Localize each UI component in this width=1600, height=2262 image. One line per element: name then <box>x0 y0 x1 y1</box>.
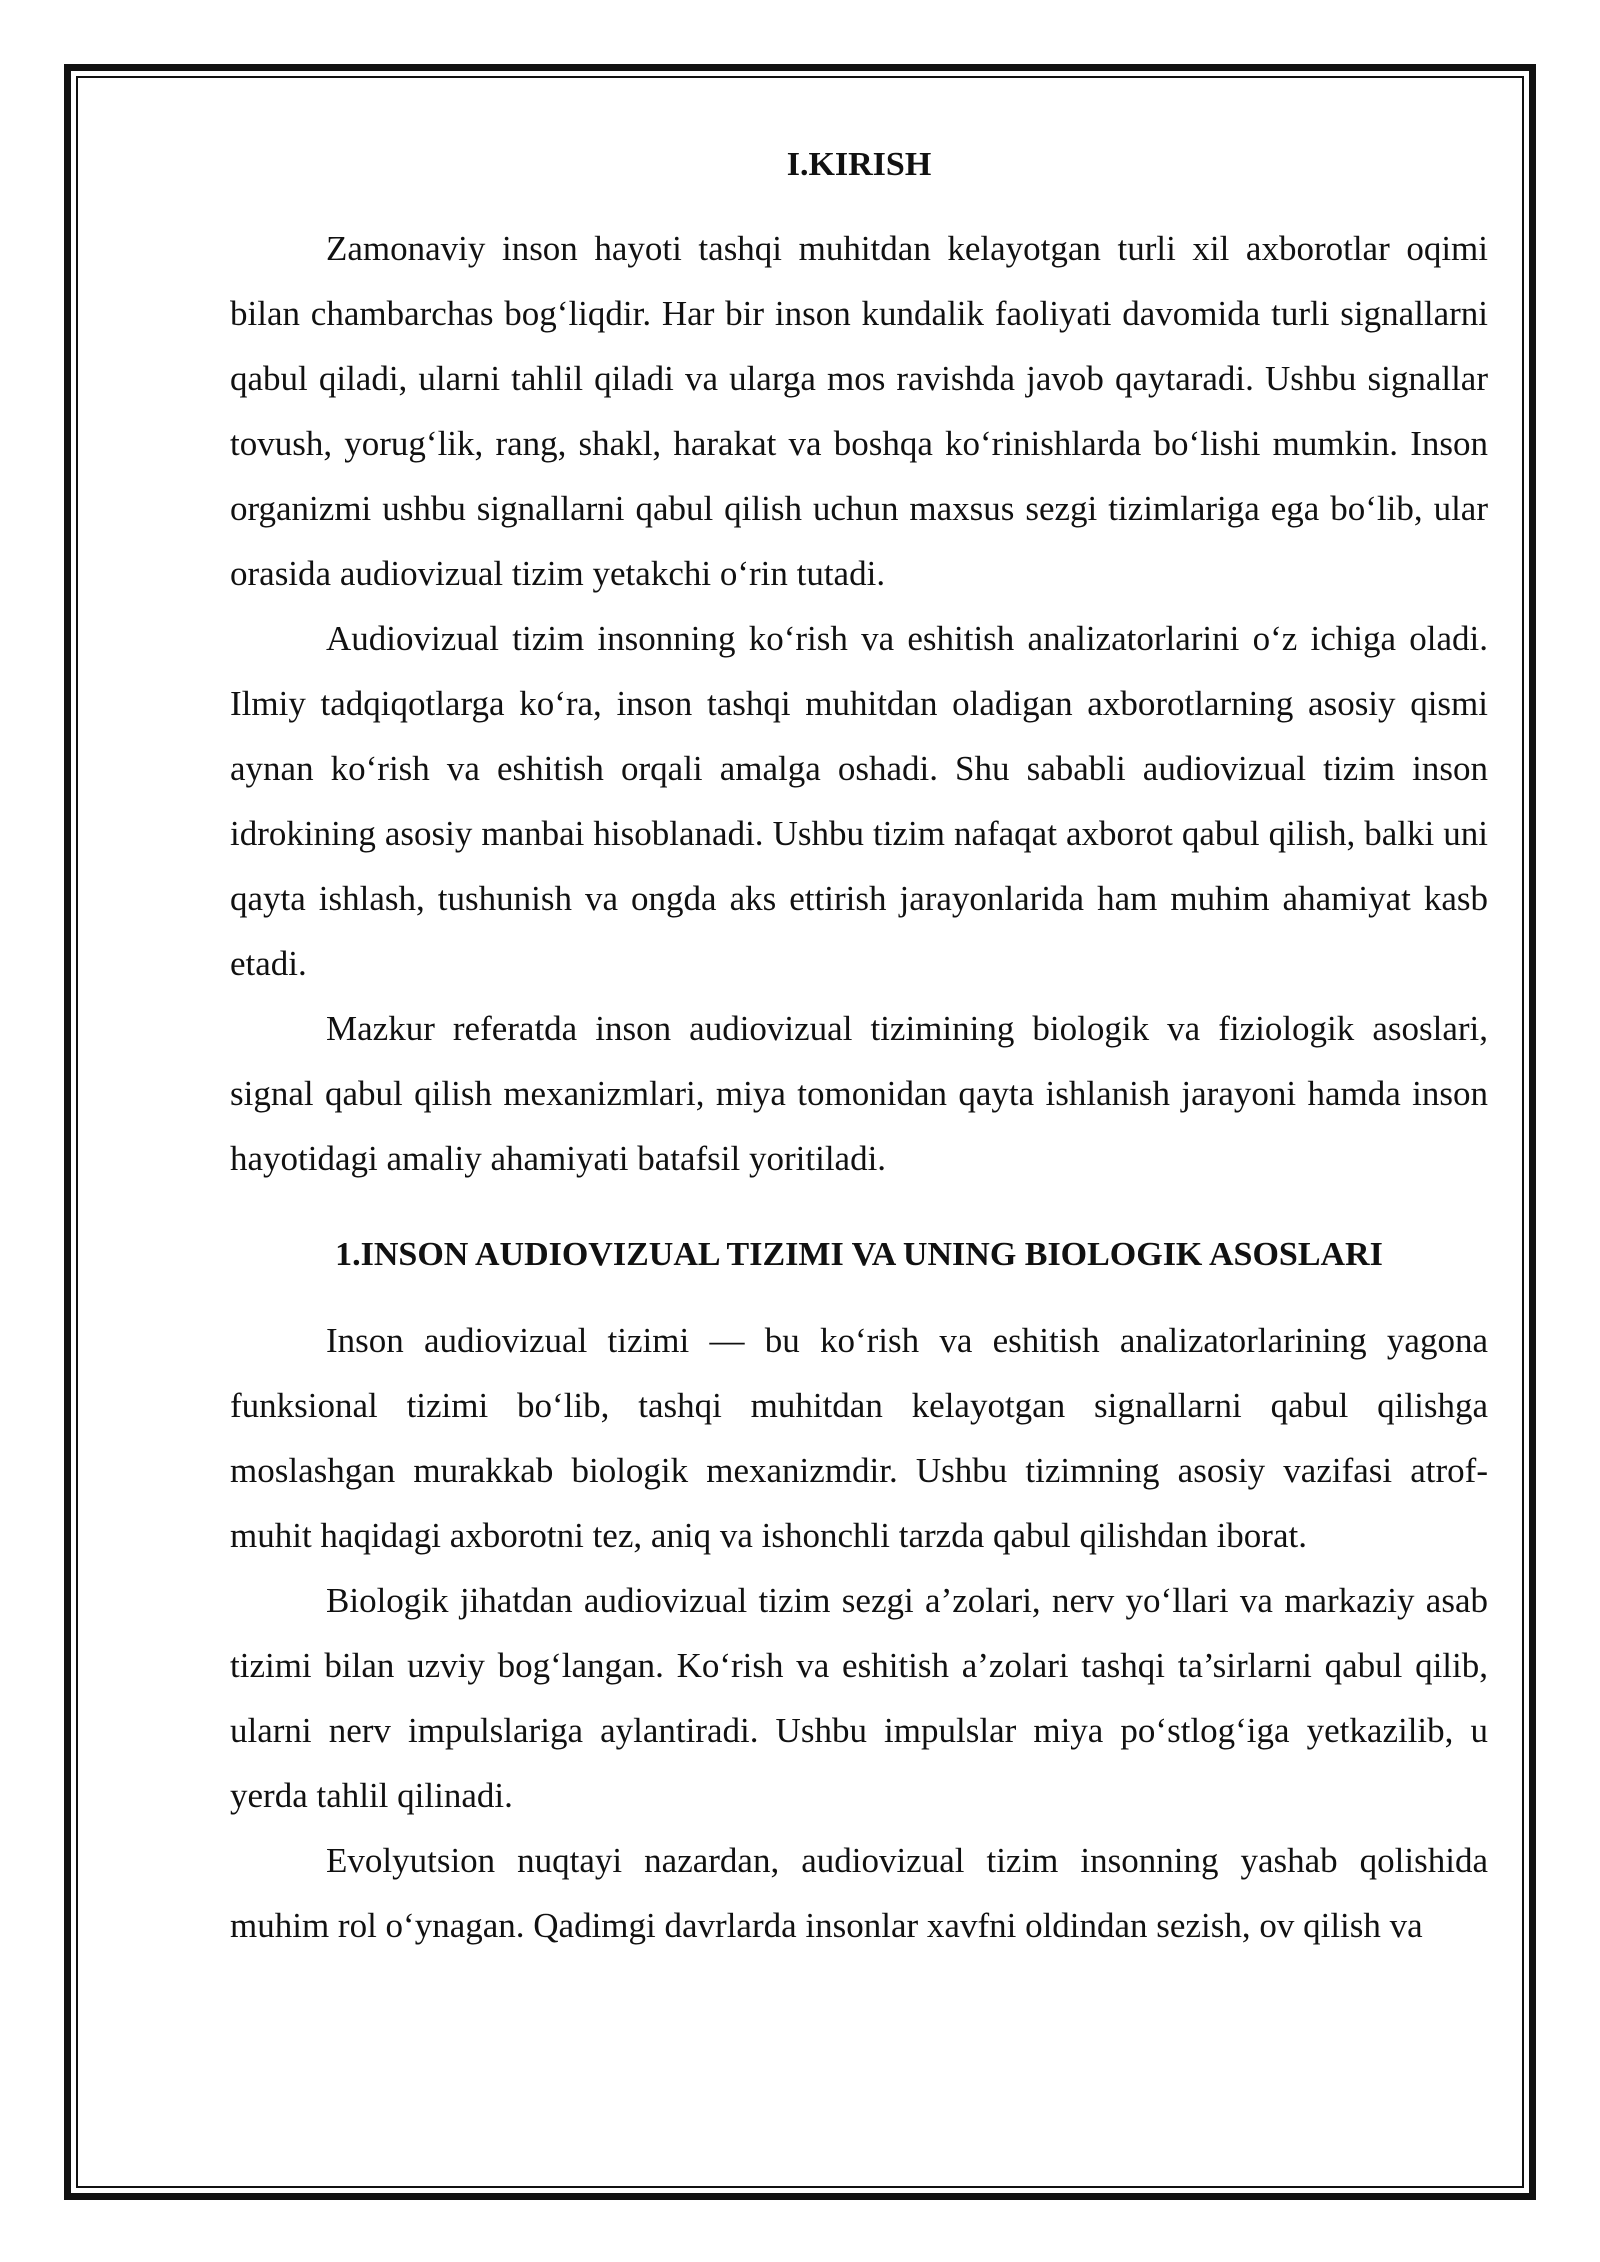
section-heading-introduction: I.KIRISH <box>786 146 932 183</box>
paragraph: Inson audiovizual tizimi — bu ko‘rish va eshitish analizatorlarining yagona funksional tizimi bo‘lib, tashqi muhitdan kelayotgan signallarni qabul qilishga moslashgan murakkab biologik mexanizmdir. Ushbu tizimning asosiy vazifasi atrof-muhit haqidagi axborotni tez, aniq va ishonchli tarzda qabul qilishdan iborat. <box>230 1320 1488 1555</box>
paragraph: Audiovizual tizim insonning ko‘rish va eshitish analizatorlarini o‘z ichiga oladi. Ilmiy tadqiqotlarga ko‘ra, inson tashqi muhitdan oladigan axborotlarning asosiy qismi aynan ko‘rish va eshitish orqali amalga oshadi. Shu sababli audiovizual tizim inson idrokining asosiy manbai hisoblanadi. Ushbu tizim nafaqat axborot qabul qilish, balki uni qayta ishlash, tushunish va ongda aks ettirish jarayonlarida ham muhim ahamiyat kasb etadi. <box>230 618 1488 983</box>
section-heading-chapter-1: 1.INSON AUDIOVIZUAL TIZIMI VA UNING BIOLOGIK ASOSLARI <box>335 1235 1383 1273</box>
document-body <box>230 145 1488 1958</box>
paragraph: Mazkur referatda inson audiovizual tizimining biologik va fiziologik asoslari, signal qabul qilish mexanizmlari, miya tomonidan qayta ishlanish jarayoni hamda inson hayotidagi amaliy ahamiyati batafsil yoritiladi. <box>230 1008 1488 1178</box>
paragraph: Evolyutsion nuqtayi nazardan, audiovizual tizim insonning yashab qolishida muhim rol o‘ynagan. Qadimgi davrlarda insonlar xavfni oldindan sezish, ov qilish va <box>230 1840 1488 1945</box>
paragraph: Zamonaviy inson hayoti tashqi muhitdan kelayotgan turli xil axborotlar oqimi bilan chambarchas bog‘liqdir. Har bir inson kundalik faoliyati davomida turli signallarni qabul qiladi, ularni tahlil qiladi va ularga mos ravishda javob qaytaradi. Ushbu signallar tovush, yorug‘lik, rang, shakl, harakat va boshqa ko‘rinishlarda bo‘lishi mumkin. Inson organizmi ushbu signallarni qabul qilish uchun maxsus sezgi tizimlariga ega bo‘lib, ular orasida audiovizual tizim yetakchi o‘rin tutadi. <box>230 228 1488 593</box>
paragraph: Biologik jihatdan audiovizual tizim sezgi a’zolari, nerv yo‘llari va markaziy asab tizimi bilan uzviy bog‘langan. Ko‘rish va eshitish a’zolari tashqi ta’sirlarni qabul qilib, ularni nerv impulslariga aylantiradi. Ushbu impulslar miya po‘stlog‘iga yetkazilib, u yerda tahlil qilinadi. <box>230 1580 1488 1815</box>
